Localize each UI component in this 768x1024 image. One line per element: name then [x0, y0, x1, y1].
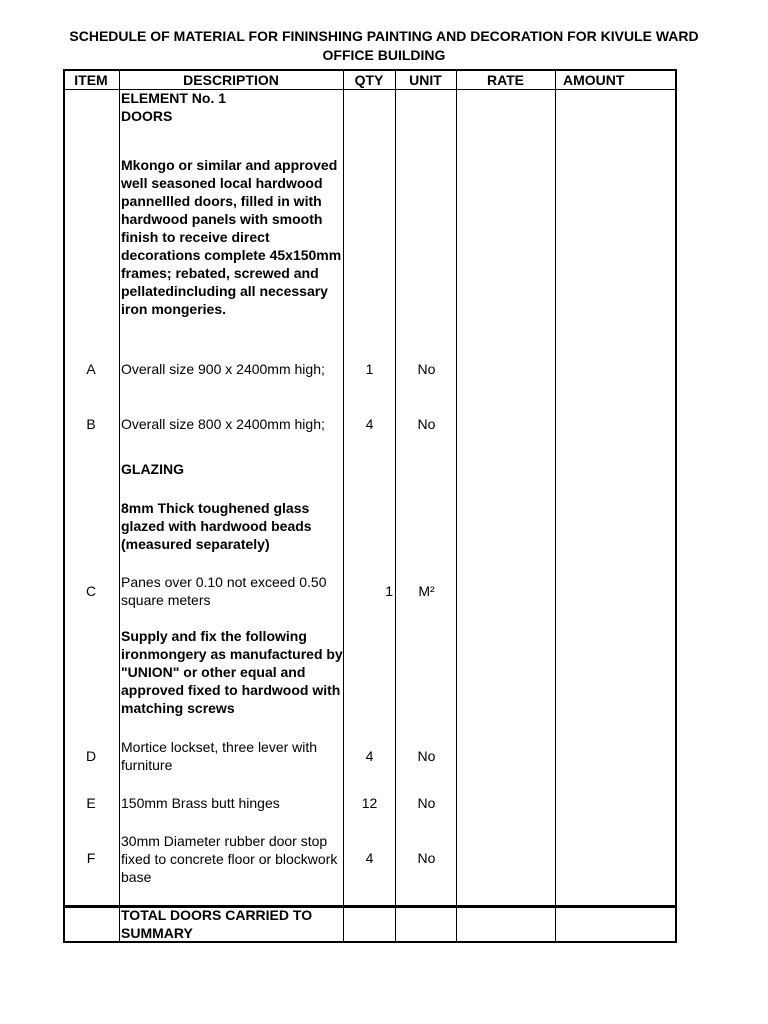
element-heading: ELEMENT No. 1	[121, 90, 227, 106]
column-divider	[395, 69, 396, 943]
item-code: A	[86, 361, 96, 377]
total-label: TOTAL DOORS CARRIED TO SUMMARY	[121, 907, 313, 941]
glazing-specification: 8mm Thick toughened glass glazed with hardwood beads (measured separately)	[121, 500, 312, 552]
item-code: C	[85, 583, 97, 599]
item-unit: No	[417, 416, 436, 432]
document-title: SCHEDULE OF MATERIAL FOR FININSHING PAINTING AND DECORATION FOR KIVULE WARD OFFICE BUILDING	[69, 28, 699, 63]
item-qty: 4	[365, 416, 374, 432]
item-description: Overall size 800 x 2400mm high;	[121, 416, 325, 432]
header-qty: QTY	[354, 72, 384, 88]
doors-heading: DOORS	[121, 108, 173, 124]
schedule-table	[63, 69, 677, 943]
item-description: 30mm Diameter rubber door stop fixed to concrete floor or blockwork base	[121, 833, 338, 885]
item-code: E	[86, 795, 96, 811]
item-code: B	[86, 416, 96, 432]
item-unit: No	[417, 361, 436, 377]
glazing-heading: GLAZING	[121, 461, 184, 477]
header-item: ITEM	[74, 72, 108, 88]
item-code: D	[85, 748, 97, 764]
ironmongery-specification: Supply and fix the following ironmongery as manufactured by "UNION" or other equal and approved fixed to hardwood with matching screws	[121, 628, 343, 716]
item-qty: 4	[365, 850, 374, 866]
item-description: Overall size 900 x 2400mm high;	[121, 361, 325, 377]
item-qty: 4	[365, 748, 374, 764]
column-divider	[456, 69, 457, 943]
item-qty: 1	[385, 583, 393, 599]
column-divider	[555, 69, 556, 943]
item-unit: No	[417, 795, 436, 811]
header-amount: AMOUNT	[563, 72, 625, 88]
item-unit: No	[417, 850, 436, 866]
item-qty: 1	[365, 361, 374, 377]
item-description: 150mm Brass butt hinges	[121, 795, 280, 811]
doors-specification: Mkongo or similar and approved well seasoned local hardwood pannellled doors, filled in with hardwood panels with smooth finish to receive direct decorations complete 45x150mm frames; rebated, screwed and pellatedincluding all necessary iron mongeries.	[121, 157, 342, 317]
column-divider	[119, 69, 120, 943]
item-code: F	[86, 850, 96, 866]
header-rate: RATE	[486, 72, 525, 88]
item-unit: No	[417, 748, 436, 764]
item-description: Panes over 0.10 not exceed 0.50 square meters	[121, 574, 327, 608]
item-description: Mortice lockset, three lever with furniture	[121, 739, 318, 773]
header-description: DESCRIPTION	[183, 72, 279, 88]
item-unit: M²	[418, 583, 435, 599]
item-qty: 12	[361, 795, 378, 811]
header-unit: UNIT	[409, 72, 442, 88]
